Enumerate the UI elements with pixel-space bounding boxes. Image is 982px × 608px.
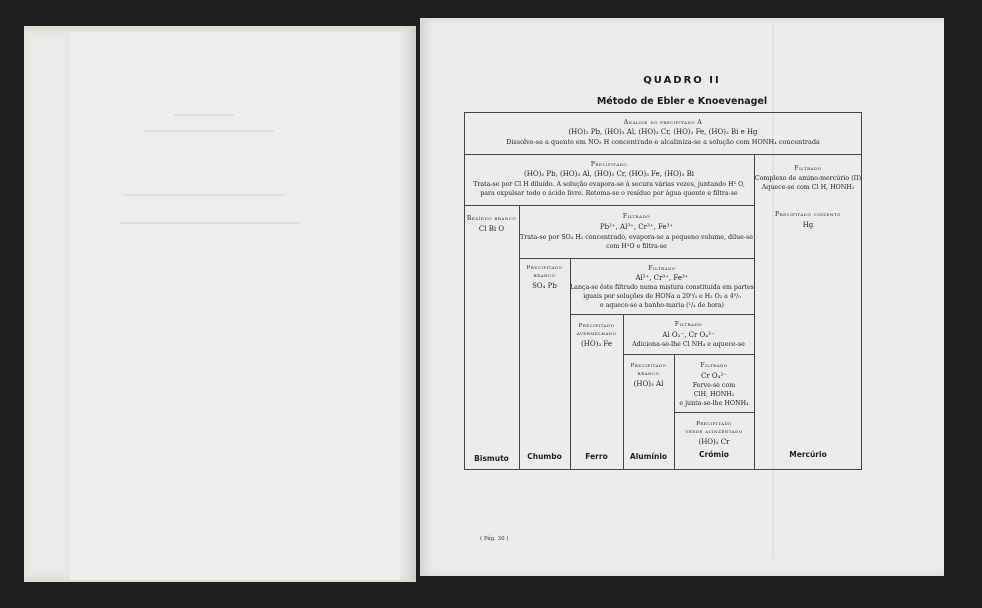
filtrado-5-head: Filtrado (700, 362, 728, 369)
residuo-head: Resíduo branco (466, 215, 517, 222)
filtrado-4-head: Filtrado (674, 321, 703, 328)
precipitado-cr-formula: (HO)₃ Cr (698, 438, 730, 446)
filtrado-3-instruction: e aquece-se a banho-maria (¹/₄ de hora) (600, 302, 724, 309)
left-page (24, 26, 416, 582)
table-rule (623, 354, 754, 355)
table-rule (674, 412, 754, 413)
element-label-ferro: Ferro (585, 452, 608, 461)
element-label-mercurio: Mercúrio (789, 450, 827, 459)
precipitado-al-head: branco (637, 371, 660, 377)
precipitado-1-formula: (HO)₂ Pb, (HO)₃ Al, (HO)₃ Cr, (HO)₃ Fe, (HO)₃ Bi (524, 170, 694, 178)
bleed-line (174, 114, 234, 116)
table-rule (570, 314, 754, 315)
filtrado-5-ions: Cr O₄²⁻ (701, 372, 727, 380)
bleed-line (124, 194, 284, 196)
left-page-bleedthrough (70, 32, 400, 580)
filtrado-3-head: Filtrado (648, 265, 676, 272)
filtrado-2-instruction: com H²O e filtra-se (606, 243, 667, 250)
element-label-aluminio: Alumínio (629, 452, 668, 461)
filtrado-2-head: Filtrado (622, 213, 651, 220)
precipitado-pb-head: branco (533, 273, 556, 279)
filtrado-1-head: Filtrado (794, 165, 822, 172)
page-subtitle: Método de Ebler e Knoevenagel (596, 96, 768, 107)
precipitado-cr-head: verde acinzentado (685, 429, 743, 435)
precipitado-cinzento-formula: Hg (802, 221, 814, 229)
element-label-chumbo: Chumbo (527, 452, 562, 461)
analise-instruction: Dissolve-se a quente em NO₃ H concentrado e alcaliniza-se a solução com HONH₄ concentrada (506, 138, 820, 146)
filtrado-2-instruction: Trata-se por SO₄ H₂ concentrado, evapora-se a pequeno volume, dilue-se (520, 234, 753, 241)
precipitado-1-instruction: para expulsar todo o ácido livre. Retoma-se o resíduo por água quente e filtra-se (480, 190, 738, 197)
residuo-formula: Cl Bi O (478, 225, 505, 233)
filtrado-4-instruction: Adiciona-se-lhe Cl NH₄ e aquece-se (632, 341, 745, 348)
precipitado-pb-formula: SO₄ Pb (532, 282, 557, 290)
page-number: ( Pág. 30 ) (480, 536, 509, 542)
element-label-cromio: Crómio (699, 450, 729, 459)
precipitado-pb-head: Precipitado (526, 265, 563, 271)
filtrado-5-instruction: Ferve-se com (692, 382, 736, 389)
filtrado-2-ions: Pb²⁺, Al³⁺, Cr³⁺, Fe³⁺ (599, 223, 674, 231)
precipitado-cr-head: Precipitado (696, 421, 732, 427)
analise-formula: (HO)₂ Pb, (HO)₃ Al, (HO)₃ Cr, (HO)₃ Fe, (HO)₃ Bi e Hg (568, 128, 758, 136)
table-rule (754, 154, 755, 470)
precipitado-1-head: Precipitado (590, 161, 628, 168)
filtrado-5-instruction: e junta-se-lhe HONH₄ (679, 400, 749, 407)
filtrado-3-instruction: Lança-se êste filtrado numa mistura constituída em partes (570, 284, 754, 291)
right-page (420, 18, 944, 576)
precipitado-al-head: Precipitado (630, 363, 667, 369)
precipitado-fe-head: Precipitado (578, 323, 615, 329)
filtrado-4-ions: Al O₂⁻, Cr O₄²⁻ (662, 331, 715, 339)
bleed-line (144, 130, 274, 132)
precipitado-fe-head: avermelhado (576, 331, 617, 337)
table-rule (464, 205, 754, 206)
table-rule (519, 258, 754, 259)
page-title: QUADRO II (643, 75, 721, 86)
precipitado-cinzento-head: Precipitado cinzento (775, 211, 841, 218)
filtrado-1-text: Aquece-se com Cl H, HONH₂ (761, 184, 855, 191)
precipitado-al-formula: (HO)₃ Al (633, 380, 664, 388)
table-rule (464, 154, 862, 155)
filtrado-3-instruction: iguais por soluções de HONa a 20⁰/₀ e H₂ O₂ a 4⁰/₀ (583, 293, 741, 300)
filtrado-5-instruction: ClH, HONH₂ (693, 391, 735, 398)
precipitado-1-instruction: Trata-se por Cl H diluído. A solução evapora-se à secura várias vezes, juntando H² O, (473, 181, 745, 188)
filtrado-3-ions: Al³⁺, Cr³⁺, Fe³⁺ (635, 274, 689, 282)
analise-head: Análise do precipitado A (623, 119, 703, 126)
precipitado-fe-formula: (HO)₃ Fe (581, 340, 612, 348)
bleed-line (120, 222, 300, 224)
element-label-bismuto: Bismuto (474, 454, 509, 463)
filtrado-1-text: Complexo de amino-mercúrio (II) (754, 175, 862, 182)
